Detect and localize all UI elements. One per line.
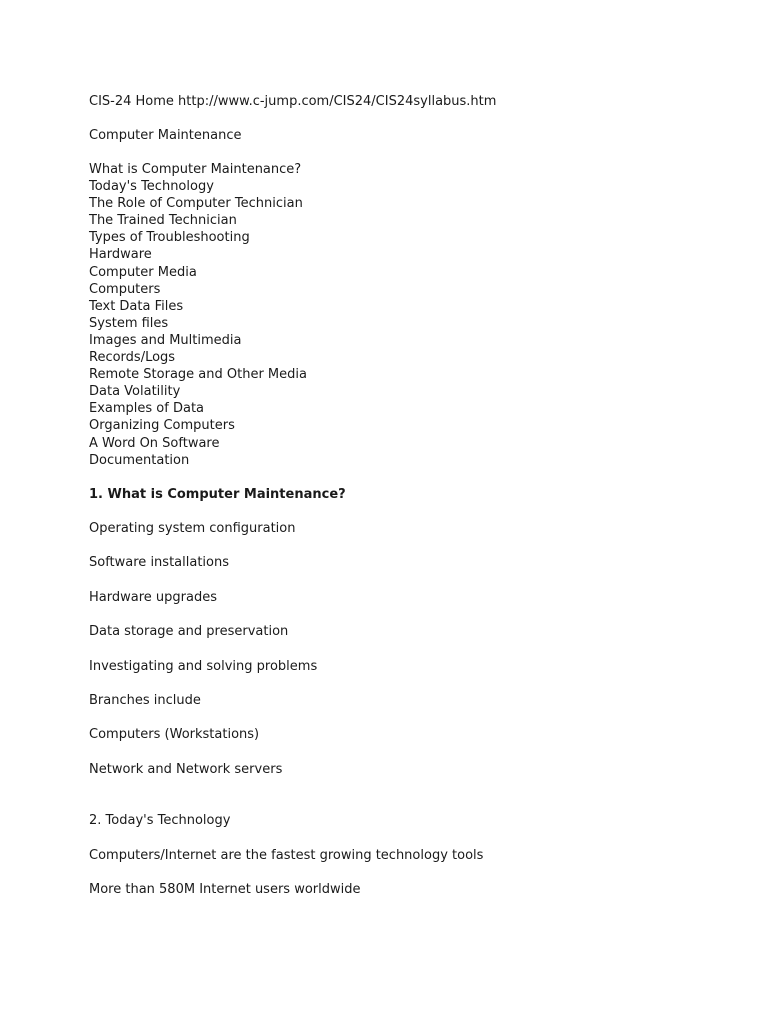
toc-item[interactable]: Remote Storage and Other Media — [89, 367, 307, 383]
spacer — [89, 795, 729, 812]
toc-item[interactable]: The Trained Technician — [89, 213, 237, 229]
toc-item[interactable]: Examples of Data — [89, 401, 205, 417]
section-item: Data storage and preservation — [89, 624, 289, 640]
section-item: Software installations — [89, 555, 229, 571]
section-item: Computers (Workstations) — [89, 727, 260, 743]
toc-item[interactable]: Text Data Files — [89, 298, 184, 314]
course-link-line: CIS-24 Home http://www.c-jump.com/CIS24/CIS24syllabus.htm — [89, 94, 497, 109]
section-what-is-maintenance — [89, 486, 729, 778]
toc-item[interactable]: Documentation — [89, 452, 190, 468]
toc-item[interactable]: A Word On Software — [89, 435, 220, 451]
toc-item[interactable]: Data Volatility — [89, 384, 181, 400]
toc-item[interactable]: Computers — [89, 281, 161, 297]
toc-item[interactable]: What is Computer Maintenance? — [89, 162, 302, 177]
section-todays-technology — [89, 812, 729, 898]
toc-item[interactable]: Images and Multimedia — [89, 332, 242, 348]
section-item: Operating system configuration — [89, 521, 296, 537]
table-of-contents — [89, 161, 729, 469]
section-item: More than 580M Internet users worldwide — [89, 881, 361, 897]
section-heading: 1. What is Computer Maintenance? — [89, 486, 346, 502]
section-item: Branches include — [89, 693, 201, 709]
toc-item[interactable]: Computer Media — [89, 264, 197, 280]
section-item: Network and Network servers — [89, 761, 283, 777]
toc-item[interactable]: Records/Logs — [89, 350, 176, 366]
spacer — [89, 144, 729, 161]
section-item: Hardware upgrades — [89, 589, 217, 605]
section-heading: 2. Today's Technology — [89, 813, 231, 829]
toc-item[interactable]: Types of Troubleshooting — [89, 230, 250, 246]
section-item: Computers/Internet are the fastest growing technology tools — [89, 847, 484, 863]
toc-item[interactable]: Organizing Computers — [89, 418, 235, 434]
spacer — [89, 110, 729, 127]
spacer — [89, 469, 729, 486]
section-item: Investigating and solving problems — [89, 658, 318, 674]
document-page — [89, 93, 729, 915]
document-title: Computer Maintenance — [89, 128, 242, 143]
toc-item[interactable]: Today's Technology — [89, 179, 214, 195]
toc-item[interactable]: System files — [89, 315, 169, 331]
toc-item[interactable]: Hardware — [89, 247, 152, 263]
toc-item[interactable]: The Role of Computer Technician — [89, 196, 303, 212]
